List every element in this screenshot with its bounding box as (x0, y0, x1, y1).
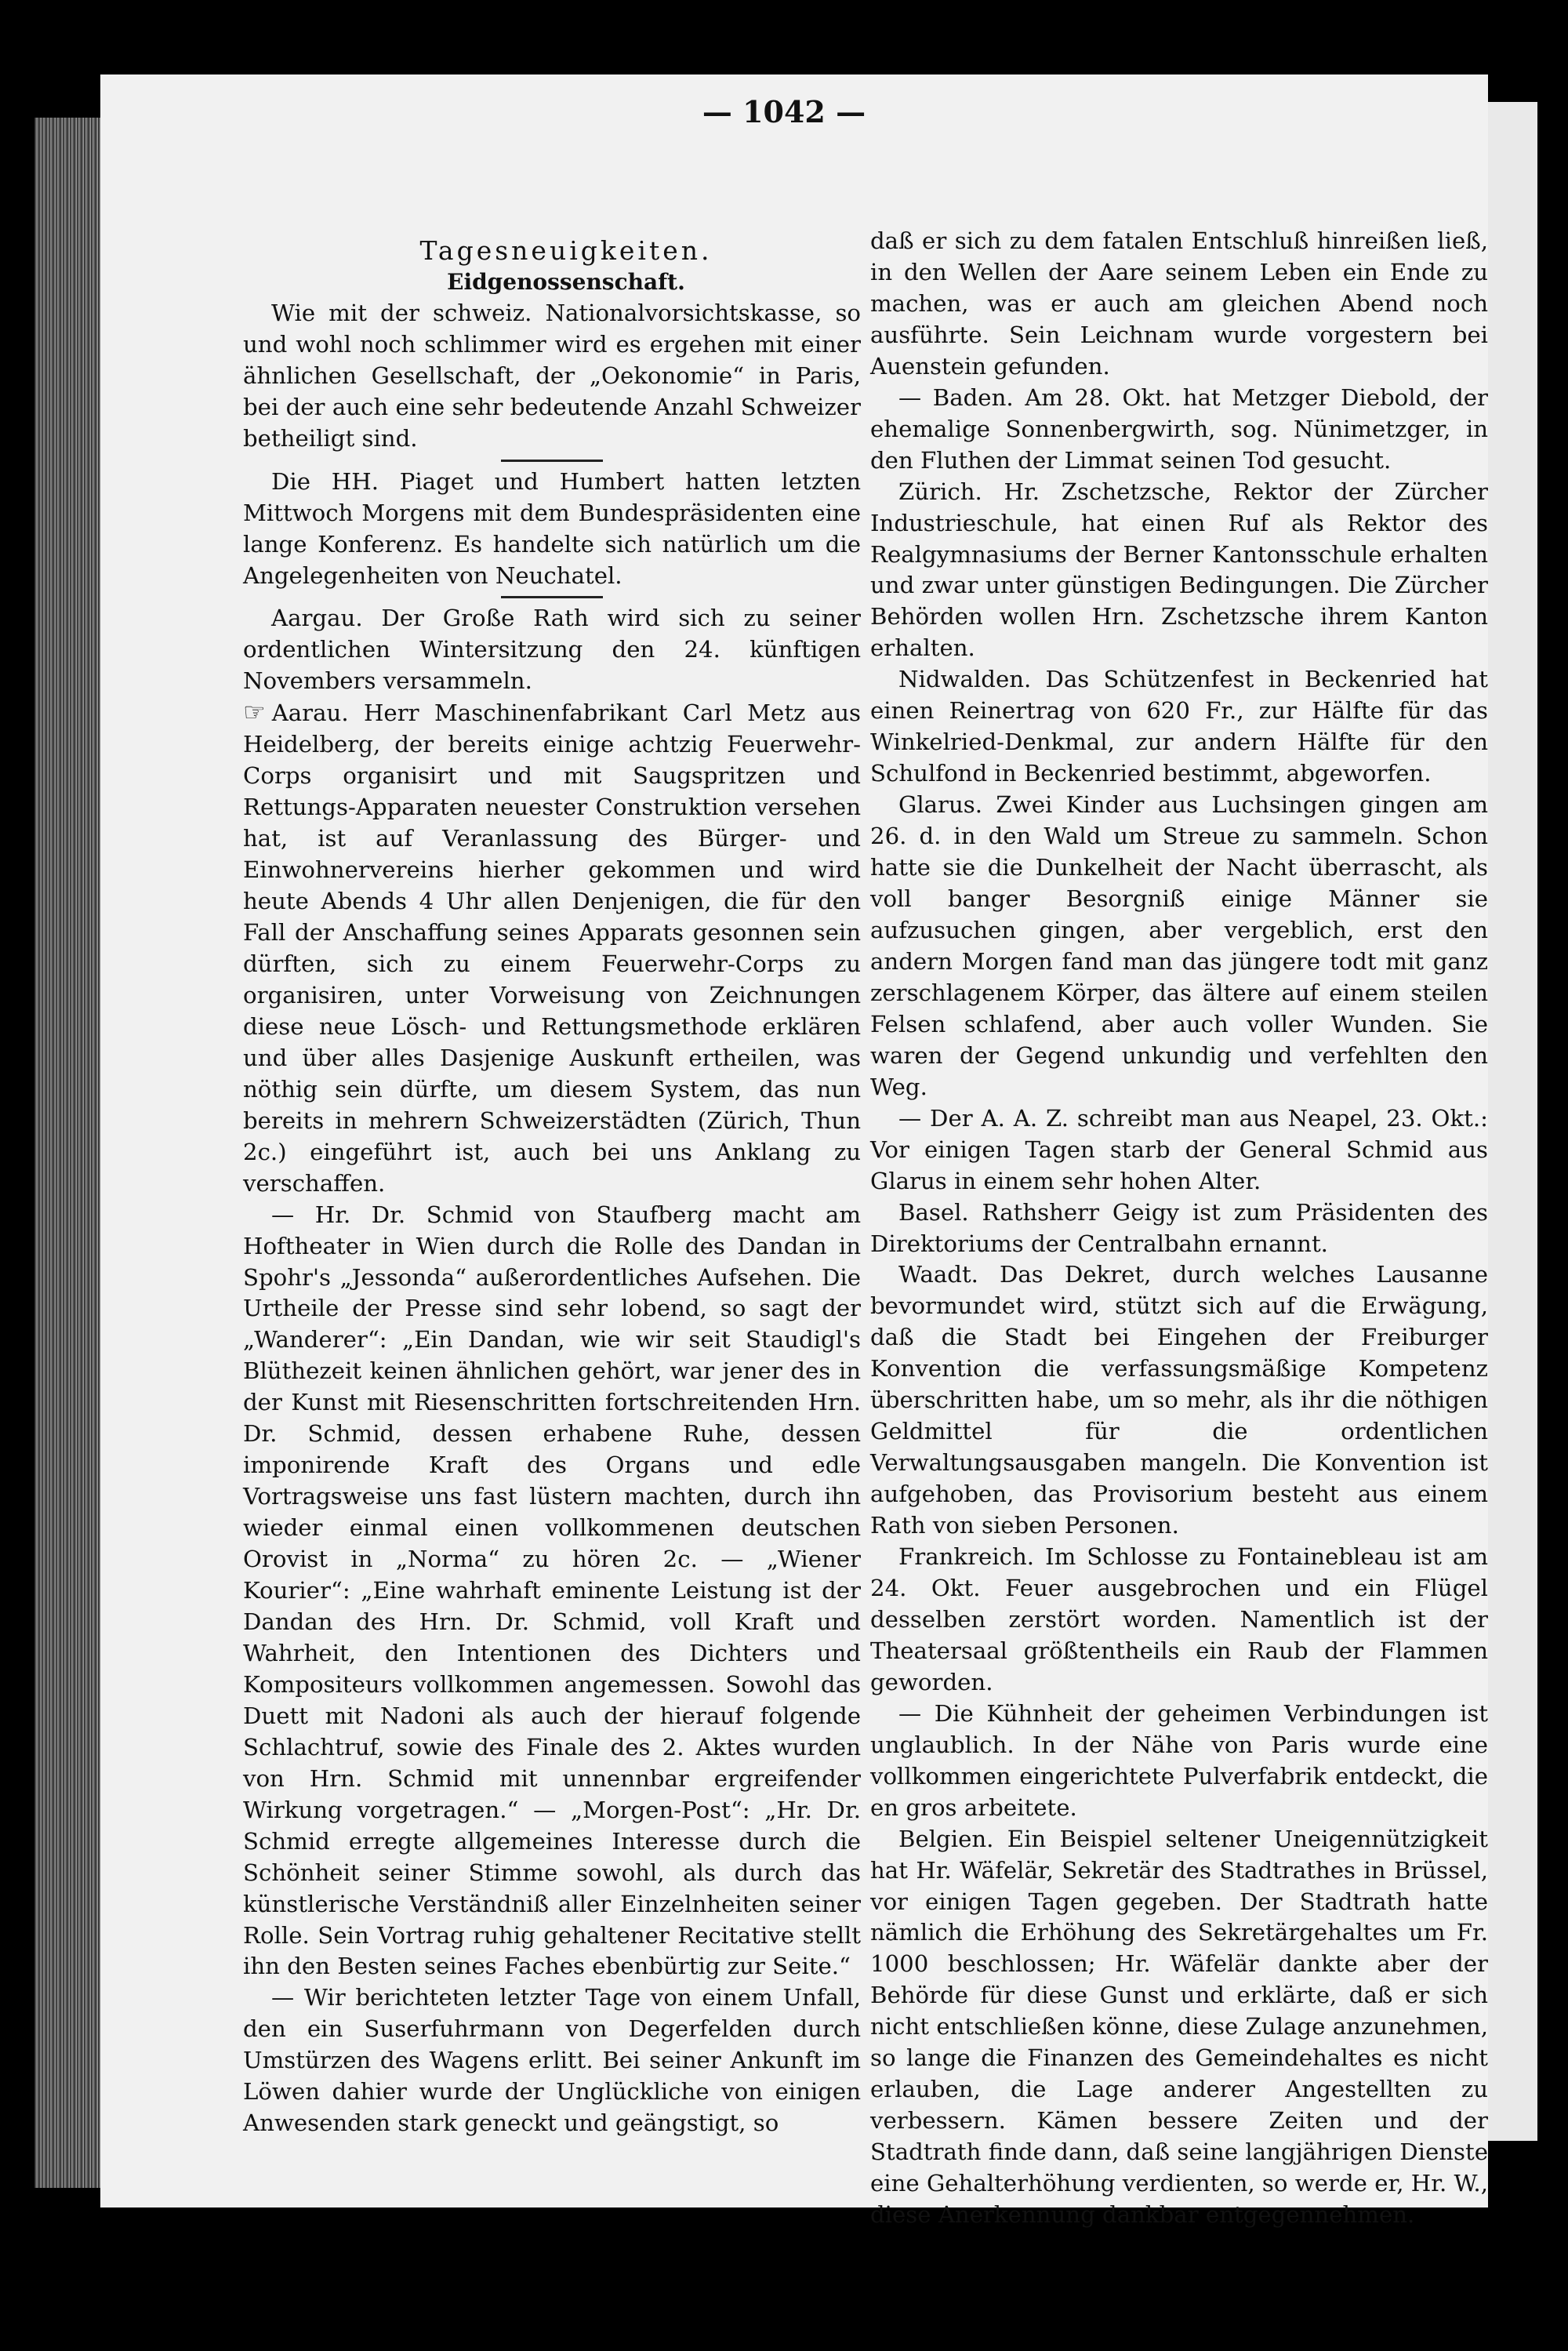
article-paragraph: — Hr. Dr. Schmid von Staufberg macht am Hoftheater in Wien durch die Rolle des Dandan in Spohr's „Jessonda“ außerordentliches Aufsehen. Die Urtheile der Presse sind sehr lobend, so sagt der „Wanderer“: „Ein Dandan, wie wir seit Staudigl's Blüthezeit keinen ähnlichen gehört, war jener des in der Kunst mit Riesenschritten fortschreitenden Hrn. Dr. Schmid, dessen erhabene Ruhe, dessen imponirende Kraft des Organs und edle Vortragsweise uns fast lüstern machten, durch ihn wieder einmal einen vollkommenen deutschen Orovist in „Norma“ zu hören 2c. — „Wiener Kourier“: „Eine wahrhaft eminente Leistung ist der Dandan des Hrn. Dr. Schmid, voll Kraft und Wahrheit, den Intentionen des Dichters und Kompositeurs vollkommen angemessen. Sowohl das Duett mit Nadoni als auch der hierauf folgende Schlachtruf, sowie des Finale des 2. Aktes wurden von Hrn. Schmid mit unnennbar ergreifender Wirkung vorgetragen.“ — „Morgen-Post“: „Hr. Dr. Schmid erregte allgemeines Interesse durch die Schönheit seiner Stimme sowohl, als durch das künstlerische Verständniß aller Einzelnheiten seiner Rolle. Sein Vortrag ruhig gehaltener Recitative stellt ihn den Besten seines Faches ebenbürtig zur Seite.“ (243, 1201, 861, 1980)
article-paragraph: — Der A. A. Z. schreibt man aus Neapel, 23. Okt.: Vor einigen Tagen starb der General Schmid aus Glarus in einem sehr hohen Alter. (870, 1104, 1488, 1194)
article-paragraph: Waadt. Das Dekret, durch welches Lausanne bevormundet wird, stützt sich auf die Erwägung, daß die Stadt bei Eingehen der Freiburger Konvention die verfassungsmäßige Kompetenz überschritten habe, um so mehr, als ihr die nöthigen Geldmittel für die ordentlichen Verwaltungsausgaben mangeln. Die Konvention ist aufgehoben, das Provisorium besteht aus einem Rath von sieben Personen. (870, 1261, 1488, 1539)
left-column (243, 235, 861, 2139)
article-paragraph: Basel. Rathsherr Geigy ist zum Präsidenten des Direktoriums der Centralbahn ernannt. (870, 1198, 1488, 1257)
section-heading: Tagesneuigkeiten. (419, 235, 713, 266)
article-paragraph: — Wir berichteten letzter Tage von einem Unfall, den ein Suserfuhrmann von Degerfelden durch Umstürzen des Wagens erlitt. Bei seiner Ankunft im Löwen dahier wurde der Unglückliche von einigen Anwesenden stark geneckt und geängstigt, so (243, 1984, 861, 2137)
article-paragraph: Belgien. Ein Beispiel seltener Uneigennützigkeit hat Hr. Wäfelär, Sekretär des Stadtrathes in Brüssel, vor einigen Tagen gegeben. Der Stadtrath hatte nämlich die Erhöhung des Sekretärgehaltes um Fr. 1000 beschlossen; Hr. Wäfelär dankte aber der Behörde für diese Gunst und erklärte, daß er sich nicht entschließen könne, diese Zulage anzunehmen, so lange die Finanzen des Gemeindehaltes es nicht erlauben, die Lage anderer Angestellten zu verbessern. Kämen bessere Zeiten und der Stadtrath finde dann, daß seine langjährigen Dienste eine Gehalterhöhung verdienten, so werde er, Hr. W., diese Anerkennung dankbar entgegennehmen. (870, 1825, 1488, 2229)
article-paragraph: — Die Kühnheit der geheimen Verbindungen ist unglaublich. In der Nähe von Paris wurde eine vollkommen eingerichtete Pulverfabrik entdeckt, die en gros arbeitete. (870, 1699, 1488, 1821)
article-paragraph: Wie mit der schweiz. Nationalvorsichtskasse, so und wohl noch schlimmer wird es ergehen mit einer ähnlichen Gesellschaft, der „Oekonomie“ in Paris, bei der auch eine sehr bedeutende Anzahl Schweizer betheiligt sind. (243, 299, 861, 452)
pointing-hand-icon: ☞ (243, 697, 266, 728)
article-paragraph: daß er sich zu dem fatalen Entschluß hinreißen ließ, in den Wellen der Aare seinem Leben ein Ende zu machen, was er auch am gleichen Abend noch ausführte. Sein Leichnam wurde vorgestern bei Auenstein gefunden. (870, 227, 1488, 380)
separator-rule (501, 596, 603, 598)
section-subheading: Eidgenossenschaft. (447, 268, 685, 295)
right-column (870, 226, 1488, 2231)
page-number: — 1042 — (702, 94, 866, 129)
article-paragraph: Nidwalden. Das Schützenfest in Beckenried hat einen Reinertrag von 620 Fr., zur Hälfte für das Winkelried-Denkmal, zur andern Hälfte für den Schulfond in Beckenried bestimmt, abgeworfen. (870, 666, 1488, 787)
article-paragraph: Aargau. Der Große Rath wird sich zu seiner ordentlichen Wintersitzung den 24. künftigen Novembers versammeln. (243, 605, 861, 695)
separator-rule (501, 460, 603, 462)
book-spine-edge (34, 118, 103, 2188)
article-paragraph-with-hand (243, 697, 861, 1199)
article-paragraph: — Baden. Am 28. Okt. hat Metzger Diebold, der ehemalige Sonnenbergwirth, sog. Nünimetzger, in den Fluthen der Limmat seinen Tod gesucht. (870, 383, 1488, 474)
article-paragraph: Zürich. Hr. Zschetzsche, Rektor der Zürcher Industrieschule, hat einen Ruf als Rektor des Realgymnasiums der Berner Kantonsschule erhalten und zwar unter günstigen Bedingungen. Die Zürcher Behörden wollen Hrn. Zschetzsche ihrem Kanton erhalten. (870, 478, 1488, 662)
next-page-edge (1480, 102, 1537, 2141)
article-paragraph: Die HH. Piaget und Humbert hatten letzten Mittwoch Morgens mit dem Bundespräsidenten eine lange Konferenz. Es handelte sich natürlich um die Angelegenheiten von Neuchatel. (243, 467, 861, 589)
article-text: Aarau. Herr Maschinenfabrikant Carl Metz aus Heidelberg, der bereits einige achtzig Feuerwehr-Corps organisirt und mit Saugspritzen und Rettungs-Apparaten neuester Construktion versehen hat, ist auf Veranlassung des Bürger- und Einwohnervereins hierher gekommen und wird heute Abends 4 Uhr allen Denjenigen, die für den Fall der Anschaffung seines Apparats gesonnen sein dürften, sich zu einem Feuerwehr-Corps zu organisiren, unter Vorweisung von Zeichnungen diese neue Lösch- und Rettungsmethode erklären und über alles Dasjenige Auskunft ertheilen, was nöthig sein dürfte, um diesem System, das nun bereits in mehrern Schweizerstädten (Zürich, Thun 2c.) eingeführt ist, auch bei uns Anklang zu verschaffen. (243, 699, 861, 1197)
article-paragraph: Frankreich. Im Schlosse zu Fontainebleau ist am 24. Okt. Feuer ausgebrochen und ein Flügel desselben zerstört worden. Namentlich ist der Theatersaal größtentheils ein Raub der Flammen geworden. (870, 1543, 1488, 1695)
article-paragraph: Glarus. Zwei Kinder aus Luchsingen gingen am 26. d. in den Wald um Streue zu sammeln. Schon hatte sie die Dunkelheit der Nacht überrascht, als voll banger Besorgniß einige Männer sie aufzusuchen gingen, aber vergeblich, erst den andern Morgen fand man das jüngere todt mit ganz zerschlagenem Körper, das ältere auf einem steilen Felsen schlafend, aber auch voller Wunden. Sie waren der Gegend unkundig und verfehlten den Weg. (870, 791, 1488, 1100)
